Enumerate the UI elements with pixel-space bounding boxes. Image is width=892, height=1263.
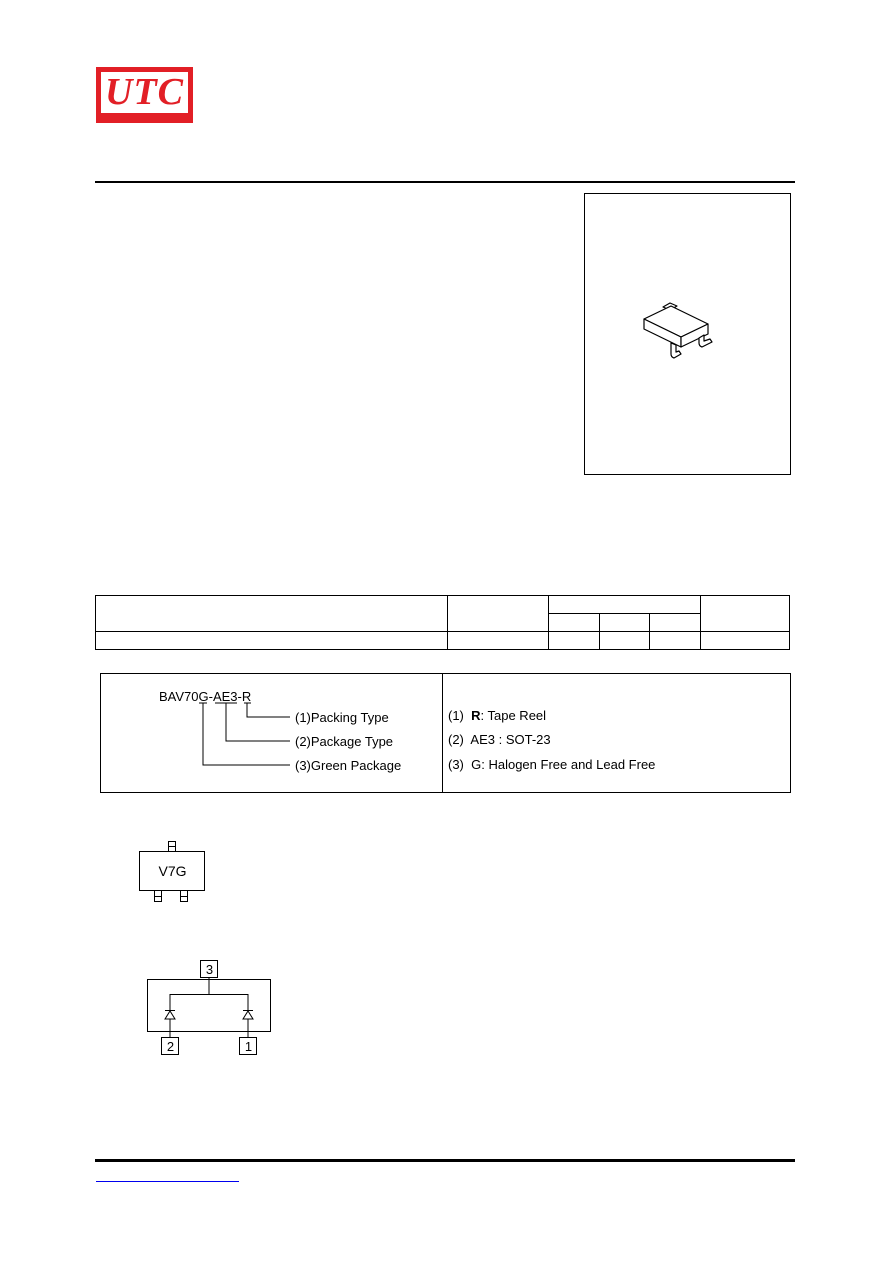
pin-1-label: 1: [244, 1039, 253, 1054]
table-header-cell: [447, 596, 548, 632]
note-package: (2) AE3 : SOT-23: [448, 732, 551, 747]
ordering-info-table: [95, 595, 790, 650]
header-rule: [95, 181, 795, 183]
utc-logo: [96, 67, 193, 123]
note-packing: (1) R: Tape Reel: [448, 708, 547, 723]
part-number-box: [100, 673, 791, 793]
footer-website-link[interactable]: [96, 1166, 239, 1182]
footer-rule: [95, 1159, 795, 1162]
callout-package-type: (2)Package Type: [295, 734, 394, 749]
pin-2-label: 2: [166, 1039, 175, 1054]
callout-packing-type: (1)Packing Type: [295, 710, 389, 725]
table-header-cell: [548, 596, 701, 614]
package-box: [584, 193, 791, 475]
box-divider: [442, 674, 443, 792]
logo-text: UTC: [105, 71, 184, 113]
table-subheader-cell: [599, 614, 650, 632]
table-row: [96, 632, 790, 650]
marking-code: V7G: [158, 863, 187, 879]
table-header-cell: [701, 596, 790, 632]
part-number: BAV70G-AE3-R: [159, 689, 252, 704]
table-subheader-cell: [548, 614, 599, 632]
pin-configuration-diagram: [140, 955, 280, 1060]
callout-green-package: (3)Green Package: [295, 758, 402, 773]
sot23-package-icon: [585, 194, 790, 474]
pin-3-label: 3: [205, 962, 214, 977]
table-header-cell: [96, 596, 448, 632]
table-subheader-cell: [650, 614, 701, 632]
marking-diagram: [136, 840, 212, 904]
callout-lines: [101, 674, 441, 792]
note-green: (3) G: Halogen Free and Lead Free: [448, 757, 656, 772]
